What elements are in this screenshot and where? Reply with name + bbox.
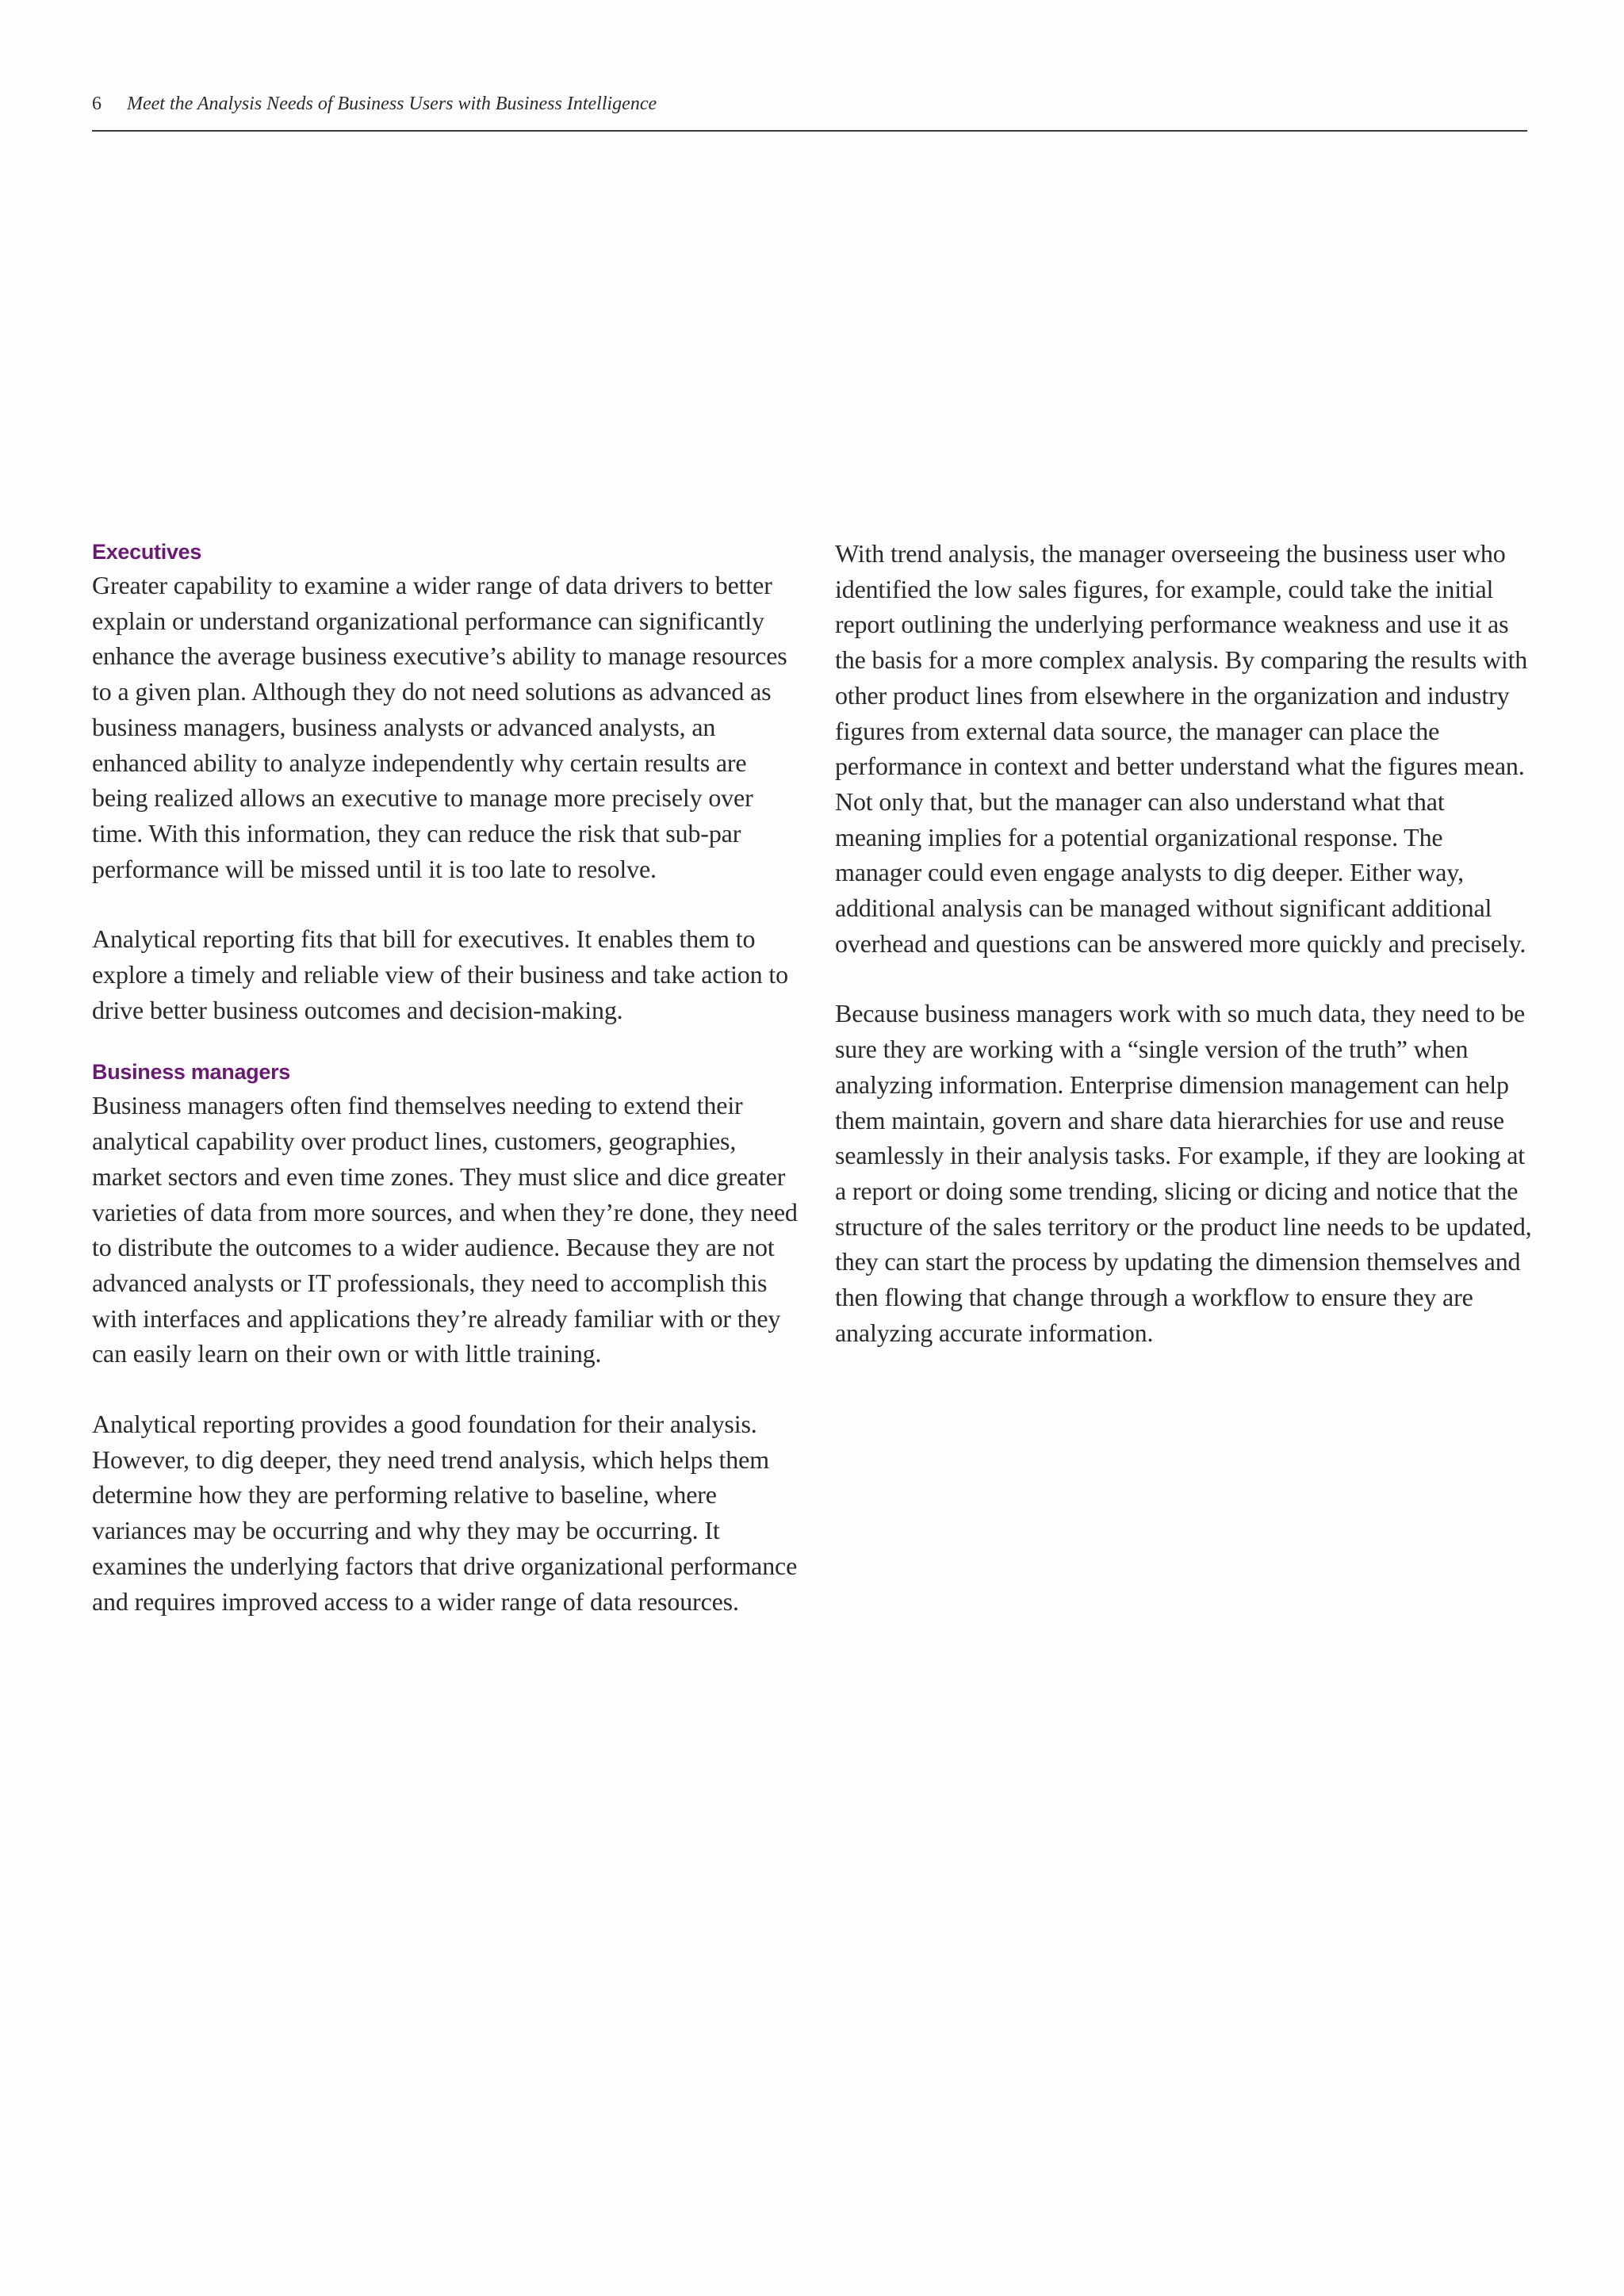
right-column	[835, 536, 1533, 1385]
business-managers-paragraph-1: Business managers often find themselves needing to extend their analytical capability over product lines, customers, geographies, market sectors and even time zones. They must slice and dice greater varieties of data from more sources, and when they’re done, they need to distribute the outcomes to a wider audience. Because they are not advanced analysts or IT professionals, they need to accomplish this with interfaces and applications they’re already familiar with or they can easily learn on their own or with little training.	[92, 1091, 798, 1368]
page-number: 6	[92, 94, 102, 114]
left-column	[92, 536, 806, 1654]
executives-heading: Executives	[92, 540, 202, 564]
running-title: Meet the Analysis Needs of Business Users with Business Intelligence	[127, 94, 657, 114]
dimension-management-paragraph: Because business managers work with so much data, they need to be sure they are working with a “single version of the truth” when analyzing information. Enterprise dimension management can help them maintain, govern and share data hierarchies for use and reuse seamlessly in their analysis tasks. For example, if they are looking at a report or doing some trending, slicing or dicing and notice that the structure of the sales territory or the product line needs to be updated, they can start the process by updating the dimension themselves and then flowing that change through a workflow to ensure they are analyzing accurate information.	[835, 999, 1532, 1347]
page-header	[92, 92, 1527, 132]
executives-paragraph-1: Greater capability to examine a wider range of data drivers to better explain or understand organizational performance can significantly enhance the average business executive’s ability to manage resources to a given plan. Although they do not need solutions as advanced as business managers, business analysts or advanced analysts, an enhanced ability to analyze independently why certain results are being realized allows an executive to manage more precisely over time. With this information, they can reduce the risk that sub-par performance will be missed until it is too late to resolve.	[92, 571, 787, 883]
trend-analysis-paragraph: With trend analysis, the manager overseeing the business user who identified the low sales figures, for example, could take the initial report outlining the underlying performance weakness and use it as the basis for a more complex analysis. By comparing the results with other product lines from elsewhere in the organization and industry figures from external data source, the manager can place the performance in context and better understand what the figures mean. Not only that, but the manager can also understand what that meaning implies for a potential organizational response. The manager could even engage analysts to dig deeper. Either way, additional analysis can be managed without significant additional overhead and questions can be answered more quickly and precisely.	[835, 539, 1528, 958]
business-managers-heading: Business managers	[92, 1060, 291, 1085]
business-managers-paragraph-2: Analytical reporting provides a good foundation for their analysis. However, to dig deeper, they need trend analysis, which helps them determine how they are performing relative to baseline, where variances may be occurring and why they may be occurring. It examines the underlying factors that drive organizational performance and requires improved access to a wider range of data resources.	[92, 1410, 798, 1616]
executives-paragraph-2: Analytical reporting fits that bill for executives. It enables them to explore a timely and reliable view of their business and take action to drive better business outcomes and decision-making.	[92, 924, 788, 1024]
